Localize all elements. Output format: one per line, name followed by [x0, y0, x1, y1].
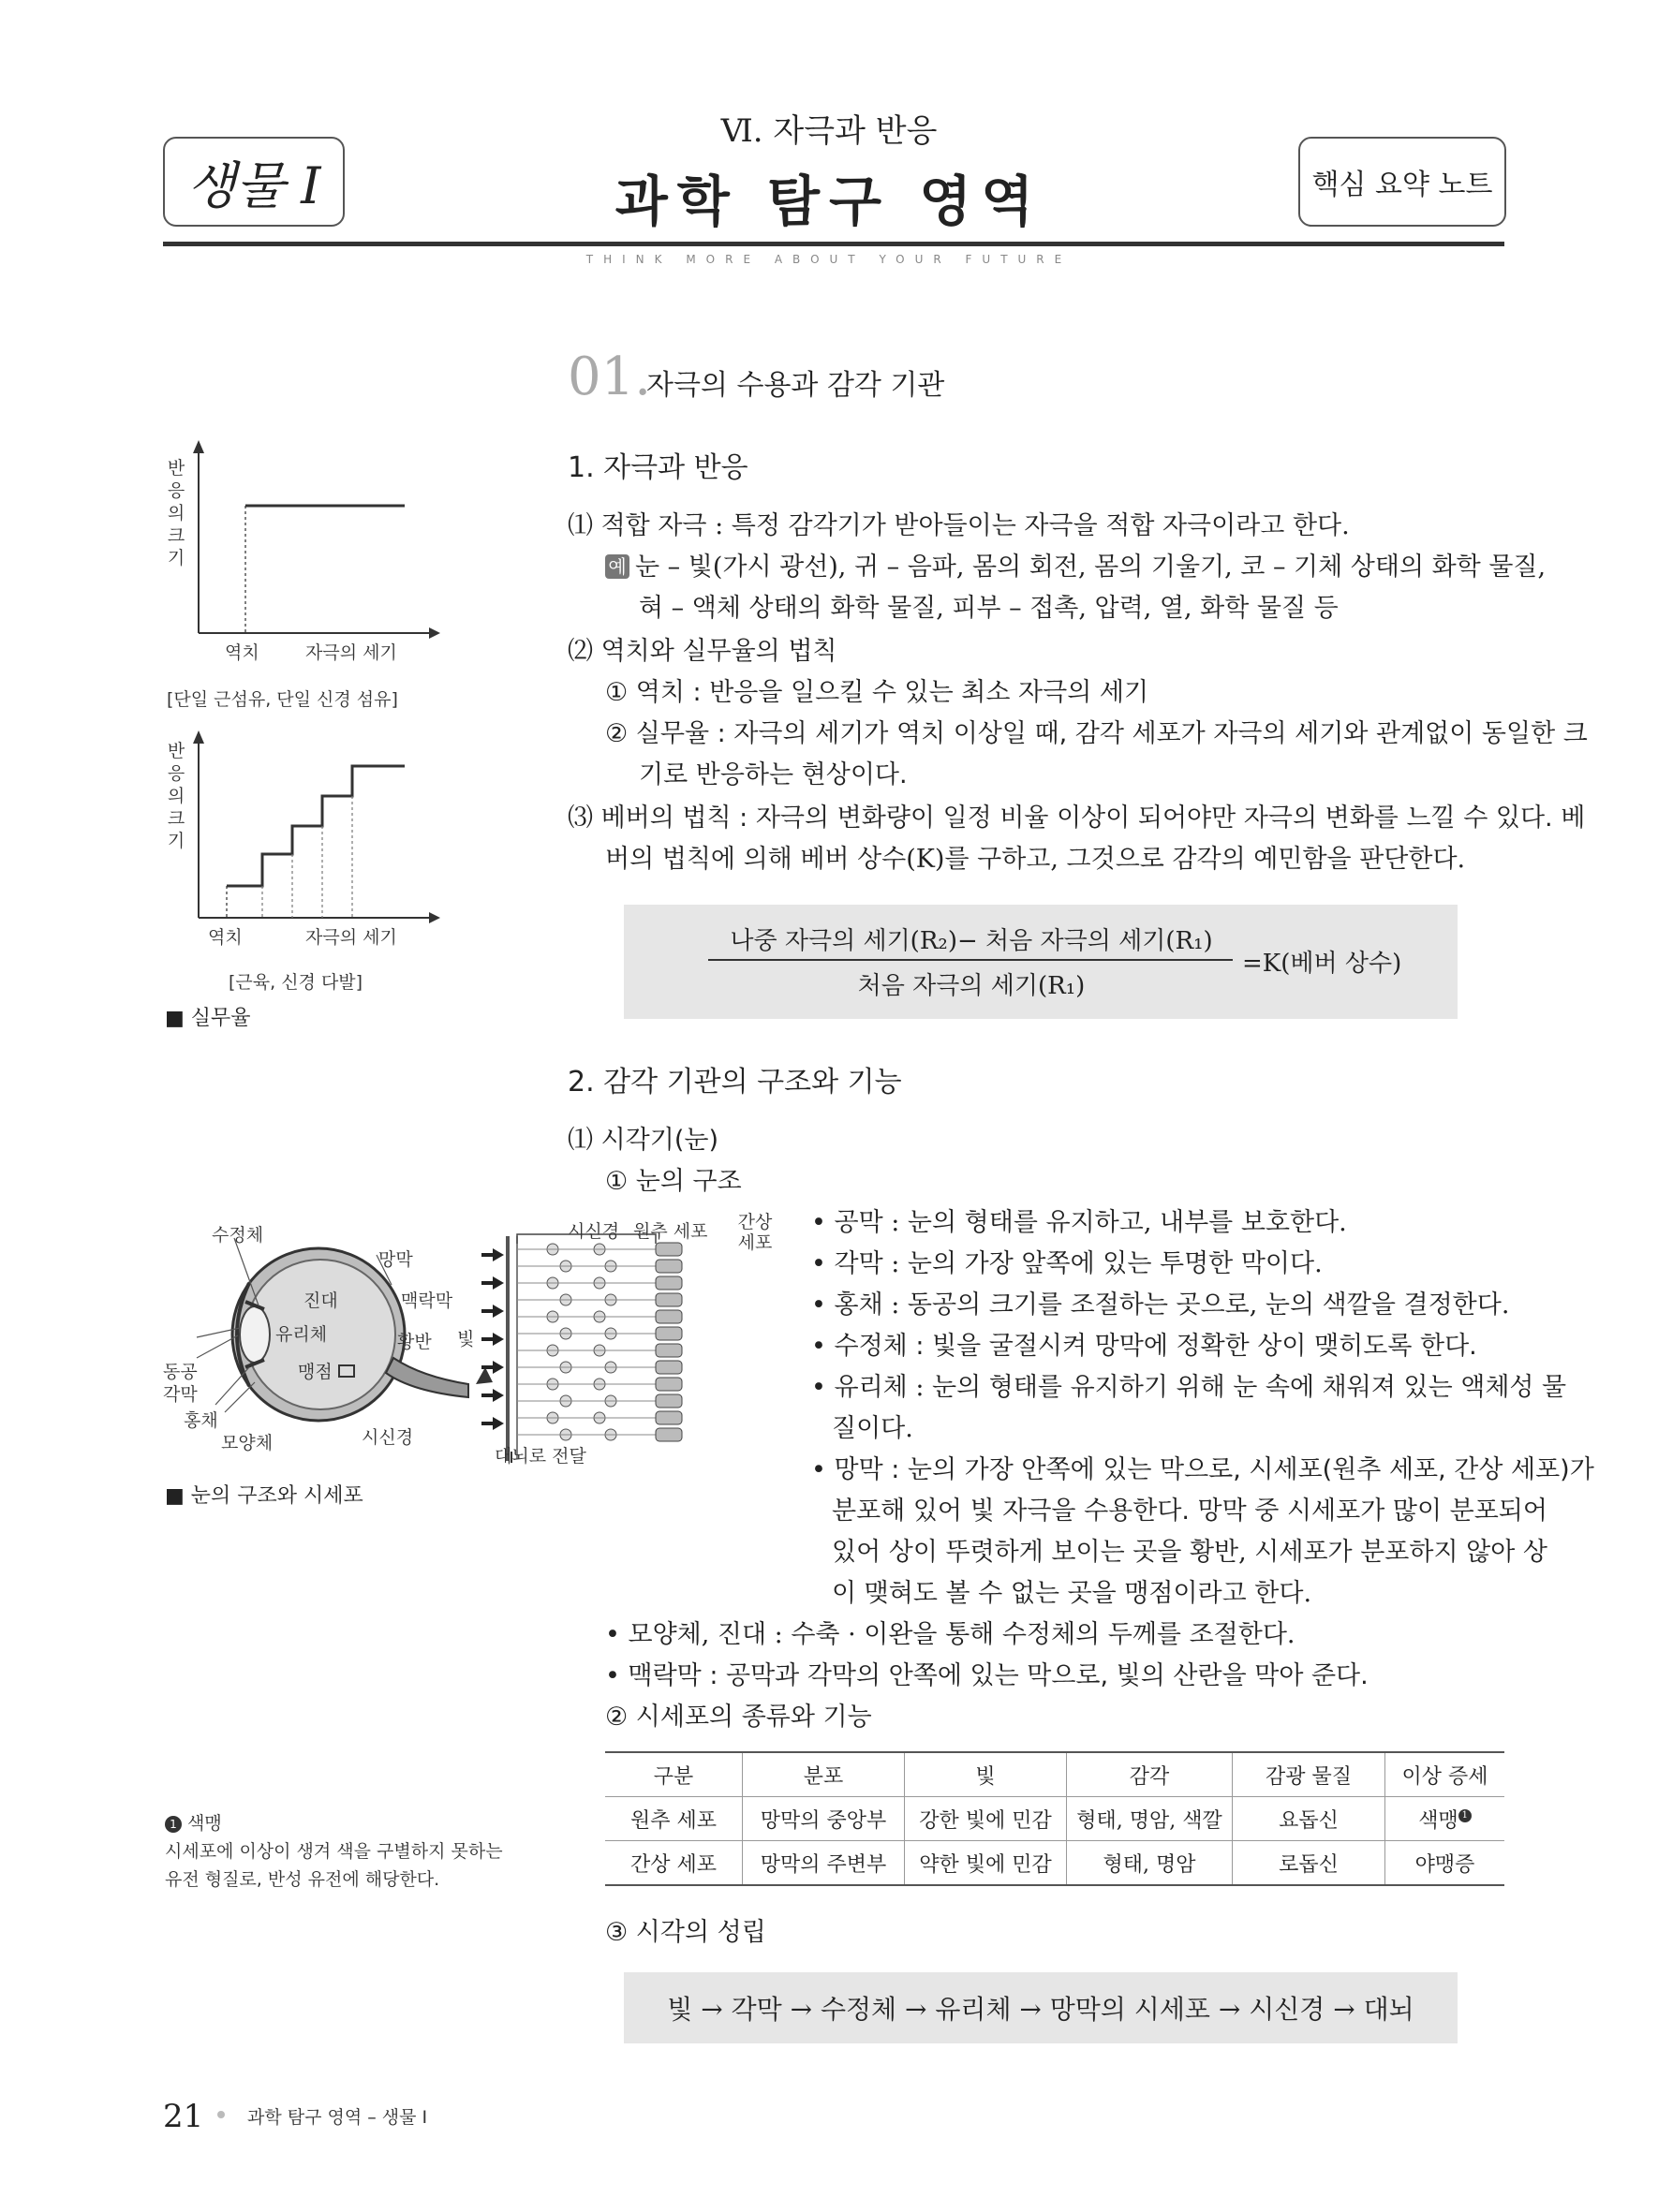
footnote-text-line1: 시세포에 이상이 생겨 색을 구별하지 못하는: [165, 1841, 503, 1862]
part2-sub1: ⑴ 시각기(눈): [568, 1126, 718, 1155]
light-ray-head: [493, 1389, 504, 1402]
table-row: [605, 1841, 1504, 1886]
formula-denominator: 처음 자극의 세기(R₁): [857, 972, 1086, 1000]
part1-item2: ⑵ 역치와 실무율의 법칙: [568, 637, 837, 666]
table-header: 감광 물질: [1233, 1752, 1385, 1797]
table-cell: 요돕신: [1233, 1797, 1385, 1841]
bullet-retina: • 망막 : 눈의 가장 안쪽에 있는 막으로, 시세포(원추 세포, 간상 세포)가: [811, 1455, 1594, 1484]
all-or-none-graphs: [159, 440, 440, 1040]
light-ray-head: [493, 1276, 504, 1290]
graph2-step-guides: [262, 796, 352, 918]
table-row: [605, 1797, 1504, 1841]
part1-item3-line1: ⑶ 베버의 법칙 : 자극의 변화량이 일정 비율 이상이 되어야만 자극의 변화를 느낄 수 있다. 베: [568, 804, 1586, 833]
table-cell: 약한 빛에 민감: [905, 1841, 1067, 1886]
graph1-threshold-label: 역치: [225, 642, 259, 663]
figure-caption-eye: ■ 눈의 구조와 시세포: [165, 1484, 363, 1508]
table-cell: 간상 세포: [605, 1841, 743, 1886]
label-pupil: 동공: [163, 1362, 198, 1382]
graph1: [193, 440, 440, 639]
label-cornea: 각막: [163, 1384, 198, 1405]
part1-heading: 1. 자극과 반응: [568, 451, 748, 484]
bullet-retina-cont3: 이 맺혀도 볼 수 없는 곳을 맹점이라고 한다.: [832, 1579, 1312, 1608]
section-number: 01.: [568, 347, 652, 407]
footer-dot: [217, 2111, 225, 2118]
label-fovea: 황반: [397, 1332, 432, 1352]
cone-cell: [656, 1344, 682, 1357]
light-ray-head: [493, 1333, 504, 1346]
label-blind-spot: 맹점: [298, 1362, 333, 1382]
note-label: 핵심 요약 노트: [1311, 169, 1493, 201]
bullet-sclera: • 공막 : 눈의 형태를 유지하고, 내부를 보호한다.: [811, 1208, 1347, 1237]
label-light: 빛: [457, 1329, 475, 1349]
formula-fraction-bar: [708, 959, 1233, 961]
header-rule: [163, 242, 1504, 246]
footnote-title-text: 색맹: [187, 1813, 222, 1834]
example-line2: 혀 – 액체 상태의 화학 물질, 피부 – 접촉, 압력, 열, 화학 물질 등: [639, 594, 1339, 623]
table-cell: 망막의 주변부: [743, 1841, 905, 1886]
footer-text: 과학 탐구 영역 – 생물 Ⅰ: [247, 2107, 428, 2128]
chapter-title: Ⅵ. 자극과 반응: [720, 112, 938, 150]
tagline: THINK MORE ABOUT YOUR FUTURE: [585, 253, 1073, 266]
label-retina-optic: 시신경: [568, 1221, 620, 1242]
photoreceptor-table: [605, 1751, 1504, 1886]
part1-item2b-line2: 기로 반응하는 현상이다.: [639, 760, 908, 789]
bullet-ciliary: • 모양체, 진대 : 수축 · 이완을 통해 수정체의 두께를 조절한다.: [605, 1620, 1295, 1649]
bullet-retina-cont2: 있어 상이 뚜렷하게 보이는 곳을 황반, 시세포가 분포하지 않아 상: [832, 1538, 1547, 1567]
label-retina: 망막: [378, 1249, 413, 1270]
table-cell: 야맹증: [1385, 1841, 1505, 1886]
page-number: 21: [163, 2098, 204, 2135]
footnote-title: [165, 1809, 222, 1835]
bullet-vitreous: • 유리체 : 눈의 형태를 유지하기 위해 눈 속에 채워져 있는 액체성 물: [811, 1373, 1567, 1402]
table-header: 감각: [1067, 1752, 1233, 1797]
bullet-retina-cont1: 분포해 있어 빛 자극을 수용한다. 망막 중 시세포가 많이 분포되어: [832, 1497, 1547, 1526]
footnote-mark: 1: [165, 1816, 182, 1833]
figure-caption-all-or-none: ■ 실무율: [165, 1007, 251, 1030]
note-badge: [1298, 137, 1506, 227]
rod-cell: [656, 1327, 682, 1340]
part1-item2b-line1: ② 실무율 : 자극의 세기가 역치 이상일 때, 감각 세포가 자극의 세기와 관계없이 동일한 크: [605, 719, 1588, 748]
label-iris: 홍채: [184, 1410, 218, 1431]
graph1-caption: [단일 근섬유, 단일 신경 섬유]: [167, 689, 398, 710]
weber-formula-box: [624, 905, 1458, 1019]
cone-cell: [656, 1243, 682, 1256]
example-line1: [605, 547, 1546, 588]
graph1-y-label: 반응의 크기: [167, 458, 185, 568]
light-ray-head: [493, 1417, 504, 1430]
bullet-cornea: • 각막 : 눈의 가장 앞쪽에 있는 투명한 막이다.: [811, 1249, 1323, 1278]
footnote-text-line2: 유전 형질로, 반성 유전에 해당한다.: [165, 1869, 440, 1890]
rod-cell: [656, 1361, 682, 1374]
graph2-threshold-label: 역치: [208, 927, 243, 948]
rod-cell: [656, 1428, 682, 1441]
table-cell-text: 색맹: [1418, 1808, 1458, 1833]
light-ray-head: [493, 1305, 504, 1318]
label-rod-cell: 간상 세포: [737, 1212, 773, 1253]
graph2-x-arrow: [429, 912, 440, 923]
retina-detail: [481, 1234, 682, 1463]
label-ciliary: 모양체: [221, 1433, 274, 1453]
label-vitreous: 유리체: [275, 1324, 328, 1345]
lens-shape: [240, 1306, 270, 1363]
rod-cell: [656, 1394, 682, 1408]
cone-cell: [656, 1378, 682, 1391]
section-title: 자극의 수용과 감각 기관: [646, 369, 945, 402]
graph2: [193, 730, 440, 923]
graph2-x-label: 자극의 세기: [305, 927, 397, 948]
part2-heading: 2. 감각 기관의 구조와 기능: [568, 1066, 902, 1099]
part2-sub1b: ② 시세포의 종류와 기능: [605, 1703, 872, 1732]
label-lens: 수정체: [212, 1225, 264, 1246]
label-cone-cell: 원추 세포: [633, 1221, 708, 1242]
vision-pathway-box: [624, 1972, 1458, 2043]
table-header: 빛: [905, 1752, 1067, 1797]
rod-cell: [656, 1293, 682, 1306]
cone-cell: [656, 1310, 682, 1323]
eye-structure-bullets: [811, 1202, 1594, 1615]
footnote-marker[interactable]: 1: [1458, 1809, 1472, 1822]
table-cell: 형태, 명암: [1067, 1841, 1233, 1886]
table-cell: 강한 빛에 민감: [905, 1797, 1067, 1841]
cone-cell: [656, 1276, 682, 1290]
formula-result: =K(베버 상수): [1242, 950, 1402, 978]
graph1-x-label: 자극의 세기: [305, 642, 397, 663]
example-badge: 예: [605, 554, 629, 579]
bullet-lens: • 수정체 : 빛을 굴절시켜 망막에 정확한 상이 맺히도록 한다.: [811, 1332, 1477, 1361]
page-title: 과학 탐구 영역: [614, 170, 1044, 233]
part2-sub1c: ③ 시각의 성립: [605, 1918, 766, 1947]
table-header: 이상 증세: [1385, 1752, 1505, 1797]
table-cell: 로돕신: [1233, 1841, 1385, 1886]
bullet-iris: • 홍채 : 동공의 크기를 조절하는 곳으로, 눈의 색깔을 결정한다.: [811, 1290, 1510, 1320]
part2-sub1a: ① 눈의 구조: [605, 1167, 742, 1196]
cone-cell: [656, 1411, 682, 1424]
example-text1: 눈 – 빛(가시 광선), 귀 – 음파, 몸의 회전, 몸의 기울기, 코 – 기체 상태의 화학 물질,: [635, 553, 1547, 582]
table-cell: 원추 세포: [605, 1797, 743, 1841]
subject-label: 생물 I: [186, 155, 321, 215]
table-cell: 형태, 명암, 색깔: [1067, 1797, 1233, 1841]
table-header: 분포: [743, 1752, 905, 1797]
table-cell: 망막의 중앙부: [743, 1797, 905, 1841]
light-arrow-head: [476, 1367, 493, 1384]
graph2-step-line: [227, 766, 405, 886]
light-ray-head: [493, 1361, 504, 1374]
part1-item2a: ① 역치 : 반응을 일으킬 수 있는 최소 자극의 세기: [605, 678, 1149, 707]
label-zonule: 진대: [303, 1290, 338, 1311]
vision-pathway: 빛 → 각막 → 수정체 → 유리체 → 망막의 시세포 → 시신경 → 대뇌: [667, 1994, 1414, 2025]
graph2-caption: [근육, 신경 다발]: [229, 972, 363, 993]
table-cell-colorblind: [1385, 1797, 1505, 1841]
graph2-y-label: 반응의 크기: [167, 741, 185, 851]
rod-cell: [656, 1260, 682, 1273]
table-header: 구분: [605, 1752, 743, 1797]
optic-nerve-shape: [386, 1358, 468, 1397]
part1-item3-line2: 버의 법칙에 의해 베버 상수(K)를 구하고, 그것으로 감각의 예민함을 판단한다.: [605, 845, 1466, 874]
bullet-choroid: • 맥락막 : 공막과 각막의 안쪽에 있는 막으로, 빛의 산란을 막아 준다.: [605, 1661, 1369, 1690]
graph2-y-arrow: [193, 730, 204, 744]
label-optic-nerve: 시신경: [362, 1427, 414, 1448]
label-choroid: 맥락막: [401, 1290, 453, 1311]
part1-item1: ⑴ 적합 자극 : 특정 감각기가 받아들이는 자극을 적합 자극이라고 한다.: [568, 511, 1350, 540]
light-ray-head: [493, 1248, 504, 1261]
label-to-brain: 대뇌로 전달: [495, 1446, 586, 1467]
graph1-x-arrow: [429, 627, 440, 639]
bullet-vitreous-cont: 질이다.: [832, 1414, 913, 1443]
formula-numerator: 나중 자극의 세기(R₂)− 처음 자극의 세기(R₁): [730, 927, 1213, 955]
graph1-y-arrow: [193, 440, 204, 453]
table-header-row: [605, 1752, 1504, 1797]
